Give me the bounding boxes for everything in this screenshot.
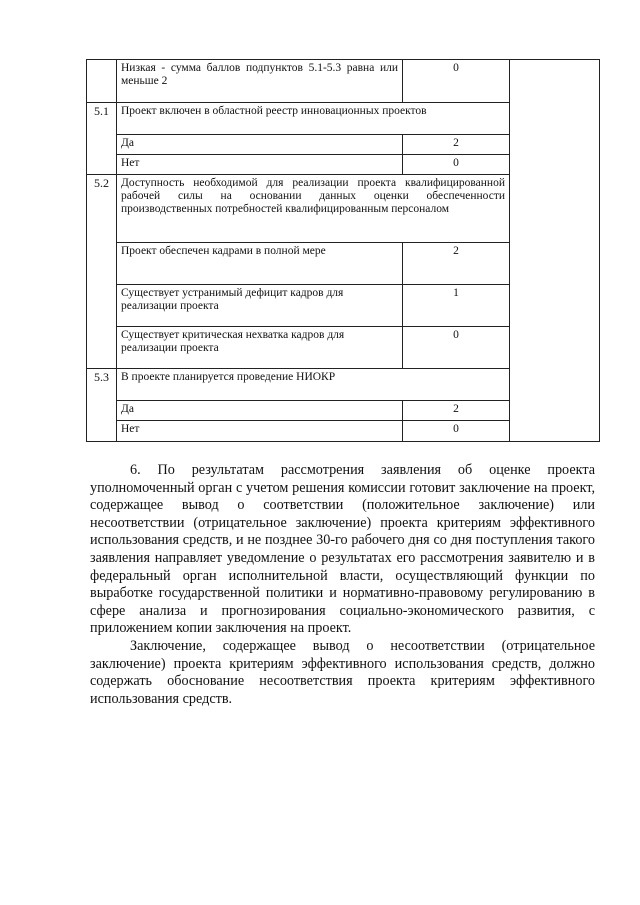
option-text: Проект обеспечен кадрами в полной мере [117,243,403,285]
score-cell: 0 [403,155,510,175]
section-number: 5.3 [87,369,117,442]
paragraph-conclusion: Заключение, содержащее вывод о несоответствии (отрицательное заключение) проекта критериям эффективного использования средств, должно содержать обоснование несоответствия проекта критериям эффективного использования средств. [90,637,595,707]
score-cell: 0 [403,421,510,442]
criterion-text: Проект включен в областной реестр инновационных проектов [117,103,510,135]
criterion-text: Доступность необходимой для реализации проекта квалифицированной рабочей силы на основании данных оценки обеспеченности производственных потребностей квалифицированным персоналом [117,175,510,243]
score-cell: 2 [403,135,510,155]
option-text: Да [117,135,403,155]
score-cell: 1 [403,285,510,327]
option-text: Нет [117,421,403,442]
section-number: 5.1 [87,103,117,175]
number-cell [87,60,117,103]
score-cell: 0 [403,327,510,369]
paragraph-6: 6. По результатам рассмотрения заявления об оценке проекта уполномоченный орган с учетом решения комиссии готовит заключение на проект, содержащее вывод о соответствии (положительное заключение) или несоответствии (отрицательное заключение) проекта критериям эффективного использования средств, и не позднее 30-го рабочего дня со дня поступления такого заявления направляет уведомление о результатах его рассмотрения заявителю и в федеральный орган исполнительной власти, осуществляющий функции по выработке государственной политики и нормативно-правовому регулированию в сфере анализа и прогнозирования социально-экономического развития, с приложением копии заключения на проект. [90,462,595,637]
table-row [87,60,600,103]
criteria-table [86,59,600,442]
option-text: Низкая - сумма баллов подпунктов 5.1-5.3 равна или меньше 2 [117,60,403,103]
criterion-text: В проекте планируется проведение НИОКР [117,369,510,401]
section-number: 5.2 [87,175,117,369]
option-text: Существует критическая нехватка кадров для реализации проекта [117,327,403,369]
option-text: Существует устранимый дефицит кадров для реализации проекта [117,285,403,327]
option-text: Нет [117,155,403,175]
score-cell: 2 [403,401,510,421]
score-cell: 0 [403,60,510,103]
empty-column [510,60,600,442]
body-text [90,462,595,708]
option-text: Да [117,401,403,421]
score-cell: 2 [403,243,510,285]
